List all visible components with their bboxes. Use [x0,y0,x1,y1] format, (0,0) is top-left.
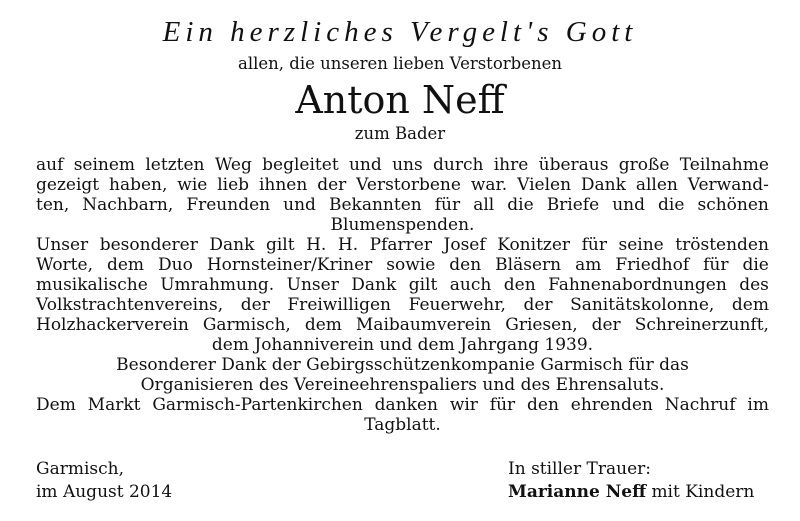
body-line: ten, Nachbarn, Freunden und Bekannten für all die Briefe und die schönen [36,195,769,215]
body-line: Tagblatt. [364,415,441,435]
body-line: musikalische Umrahmung. Unser Dank gilt auch den Fahnenabordnungen des [36,275,769,295]
footer-date: im August 2014 [36,482,173,502]
body-line: Worte, dem Duo Hornsteiner/Kriner sowie den Bläsern am Friedhof für die [36,255,769,275]
footer-signature [508,458,754,504]
body-line: Unser besonderer Dank gilt H. H. Pfarrer Josef Konitzer für seine tröstenden [36,235,769,255]
body-text [36,155,769,435]
heading: Ein herzliches Vergelt's Gott [162,16,638,48]
body-line: gezeigt haben, wie lieb ihnen der Verstorbene war. Vielen Dank allen Verwand- [36,175,769,195]
deceased-name: Anton Neff [295,78,505,122]
signer-suffix: mit Kindern [651,482,755,502]
body-line: Volkstrachtenvereins, der Freiwilligen Feuerwehr, der Sanitätskolonne, dem [36,295,769,315]
signer-name: Marianne Neff [508,482,647,502]
intro-line: allen, die unseren lieben Verstorbenen [238,54,562,73]
body-line: dem Johanniverein und dem Jahrgang 1939. [211,335,594,355]
body-line: Organisieren des Vereineehrenspaliers und des Ehrensaluts. [140,375,665,395]
footer-mourning: In stiller Trauer: [508,459,651,479]
deceased-subname: zum Bader [354,124,446,143]
body-line: Blumenspenden. [330,215,475,235]
body-line: Dem Markt Garmisch-Partenkirchen danken wir für den ehrenden Nachruf im [36,395,769,415]
body-line: Holzhackerverein Garmisch, dem Maibaumverein Griesen, der Schreinerzunft, [36,315,769,335]
footer-place: Garmisch, [36,459,124,479]
footer-signer [508,481,754,504]
footer-place-date [36,458,172,504]
body-line: Besonderer Dank der Gebirgsschützenkompanie Garmisch für das [116,355,689,375]
body-line: auf seinem letzten Weg begleitet und uns durch ihre überaus große Teilnahme [36,155,769,175]
